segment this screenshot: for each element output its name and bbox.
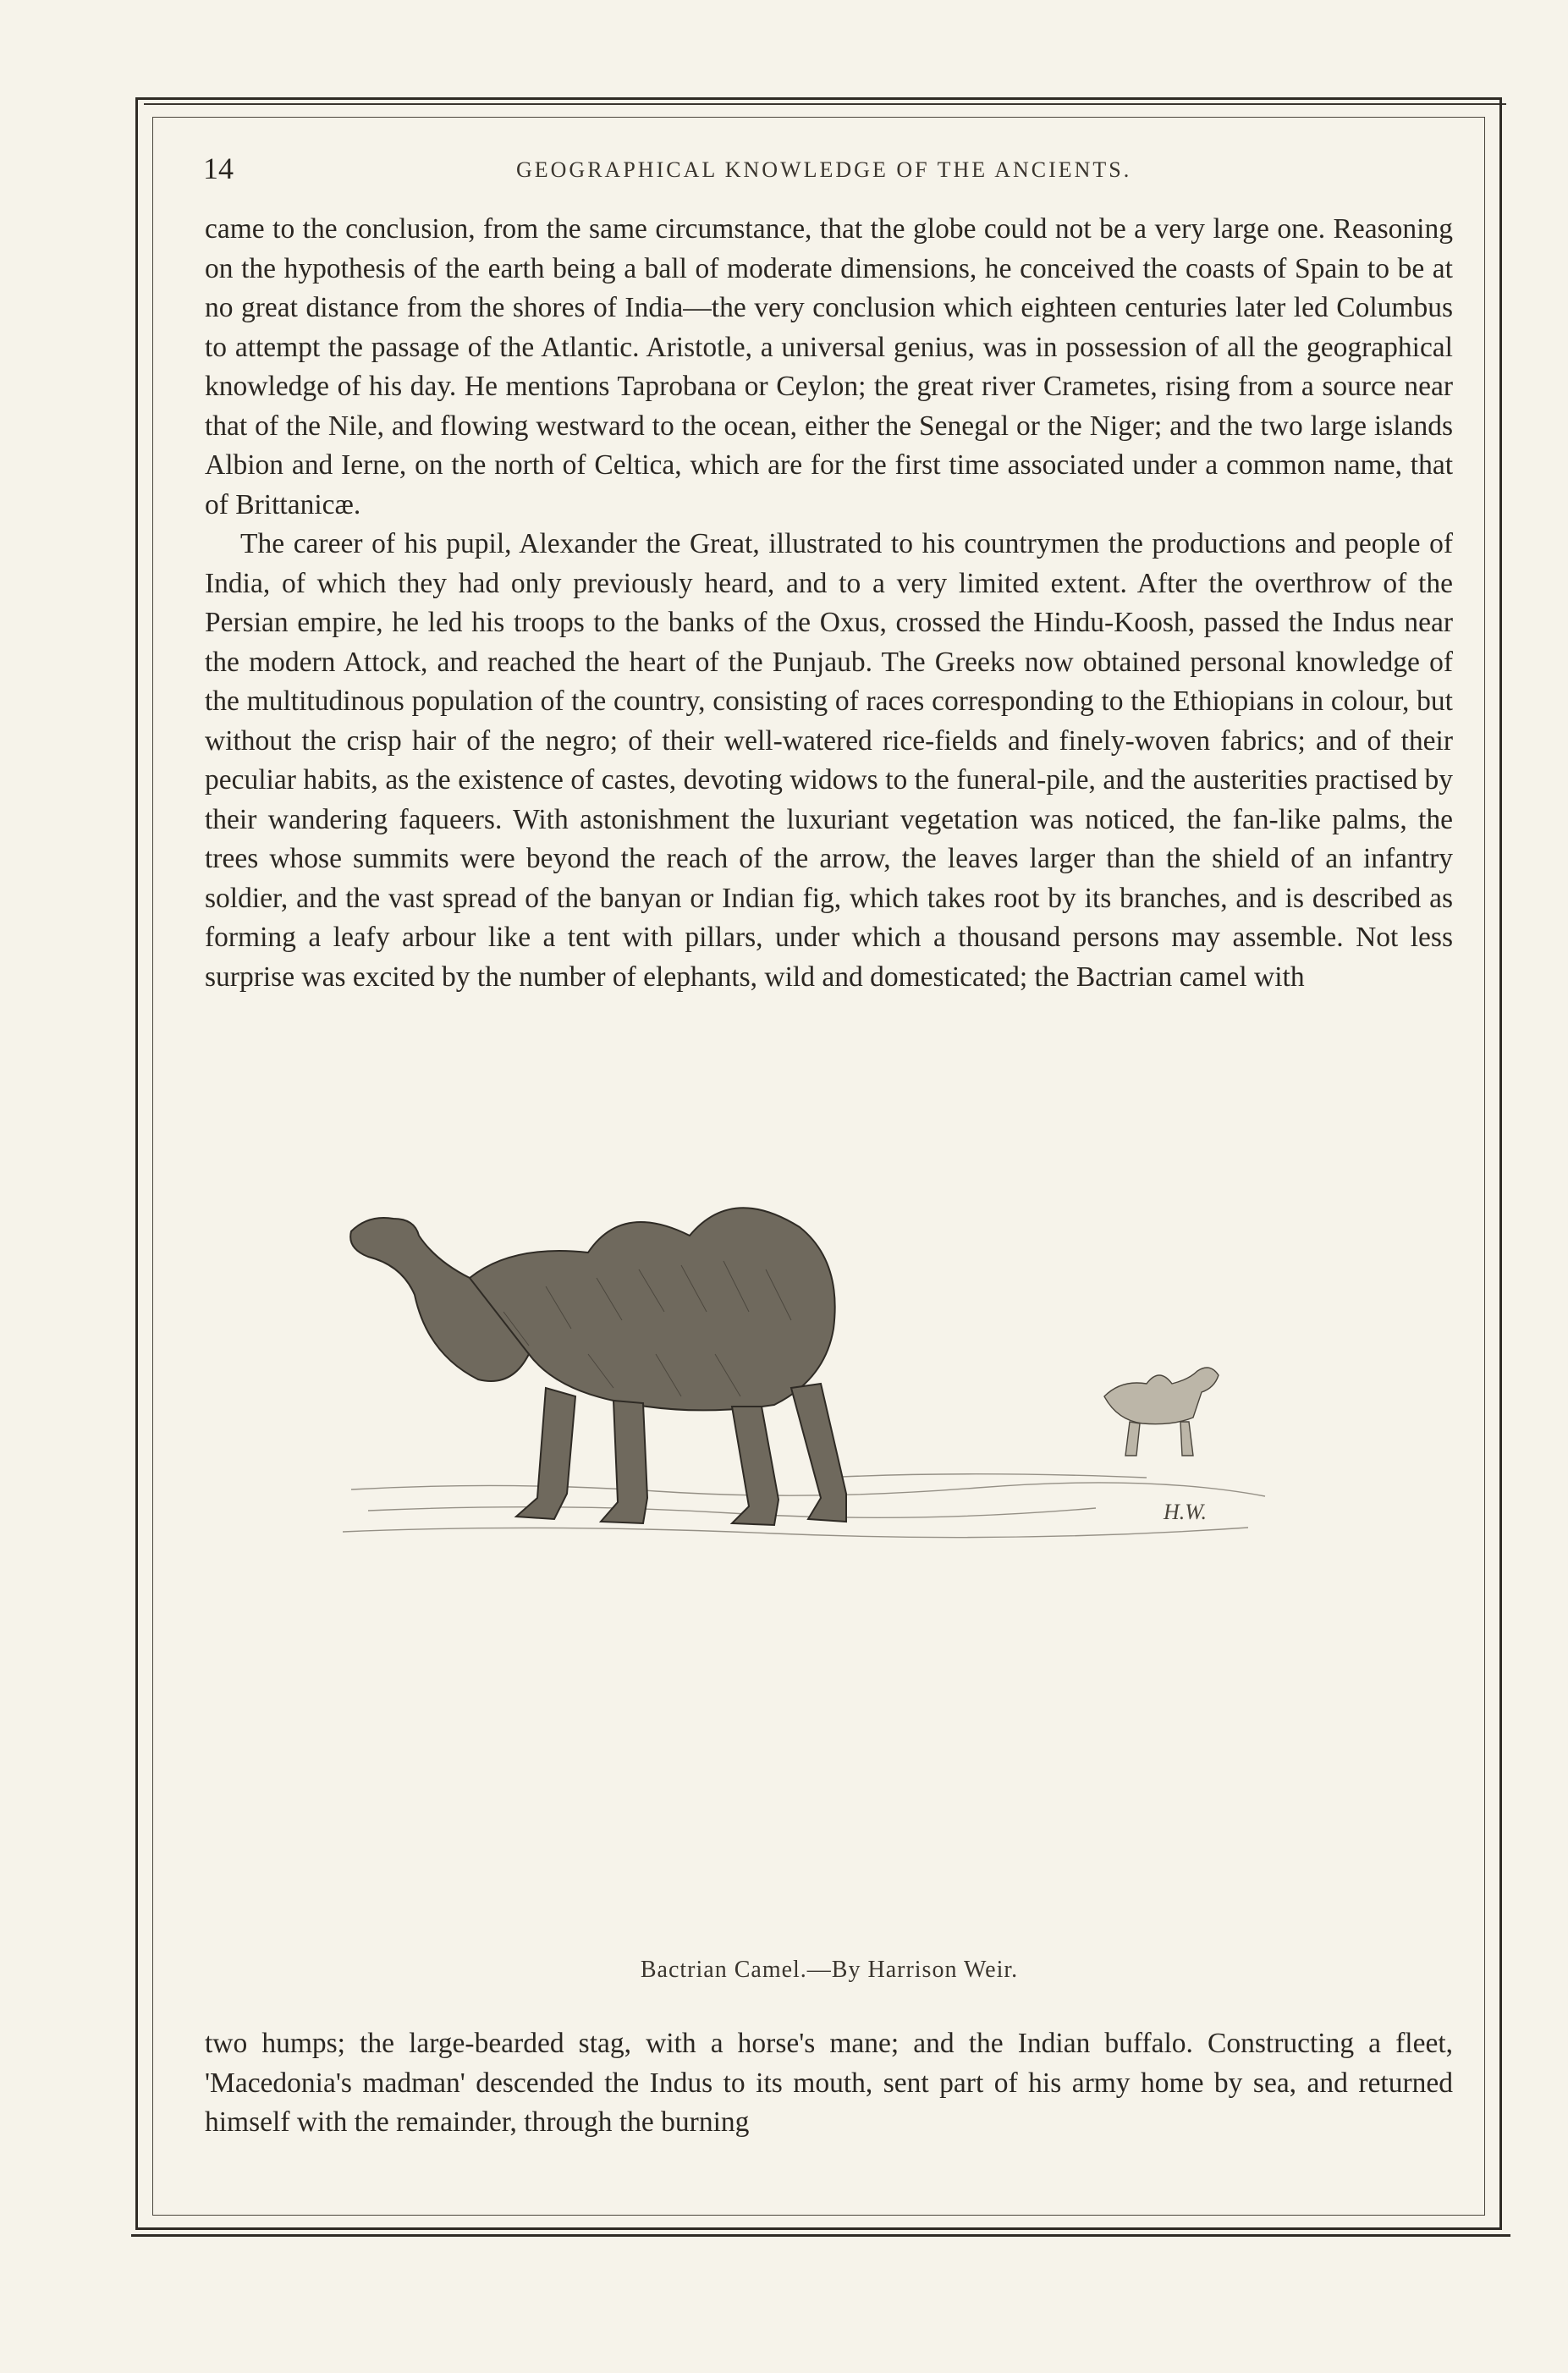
- camel-engraving: [334, 1185, 1290, 1557]
- figure-caption: Bactrian Camel.—By Harrison Weir.: [640, 1957, 1019, 1983]
- running-head: [203, 151, 1455, 201]
- page-number: 14: [203, 151, 234, 185]
- paragraph-2: The career of his pupil, Alexander the Great, illustrated to his countrymen the productions and people of India, of which they had only previously heard, and to a very limited extent. After the overthrow of the Persian empire, he led his troops to the banks of the Oxus, crossed the Hindu-Koosh, passed the Indus near the modern Attock, and reached the heart of the Punjaub. The Greeks now obtained personal knowledge of the multitudinous population of the country, consisting of races corresponding to the Ethiopians in colour, but without the crisp hair of the negro; of their well-watered rice-fields and finely-woven fabrics; and of their peculiar habits, as the existence of castes, devoting widows to the funeral-pile, and the austerities practised by their wandering faqueers. With astonishment the luxuriant vegetation was noticed, the fan-like palms, the trees whose summits were beyond the reach of the arrow, the leaves larger than the shield of an infantry soldier, and the vast spread of the banyan or Indian fig, which takes root by its branches, and is described as forming a leafy arbour like a tent with pillars, under which a thousand persons may assemble. Not less surprise was excited by the number of elephants, wild and domesticated; the Bactrian camel with: [205, 528, 1453, 993]
- paragraph-1: came to the conclusion, from the same circumstance, that the globe could not be a very large one. Reasoning on the hypothesis of the earth being a ball of moderate dimensions, he conceived the coasts of Spain to be at no great distance from the shores of India—the very conclusion which eighteen centuries later led Columbus to attempt the passage of the Atlantic. Aristotle, a universal genius, was in possession of all the geographical knowledge of his day. He mentions Taprobana or Ceylon; the great river Crametes, rising from a source near that of the Nile, and flowing westward to the ocean, either the Senegal or the Niger; and the two large islands Albion and Ierne, on the north of Celtica, which are for the first time associated under a common name, that of Brittanicæ.: [205, 213, 1453, 520]
- paragraph-3: two humps; the large-bearded stag, with a horse's mane; and the Indian buffalo. Constructing a fleet, 'Macedonia's madman' descended the Indus to its mouth, sent part of his army home by sea, and returned himself with the remainder, through the burning: [205, 2028, 1453, 2138]
- body-text: [205, 210, 1453, 997]
- bottom-rule: [131, 2234, 1510, 2237]
- engraver-signature: H.W.: [1164, 1500, 1208, 1524]
- continuation-text: [205, 2024, 1453, 2143]
- running-title: GEOGRAPHICAL KNOWLEDGE OF THE ANCIENTS.: [516, 157, 1132, 182]
